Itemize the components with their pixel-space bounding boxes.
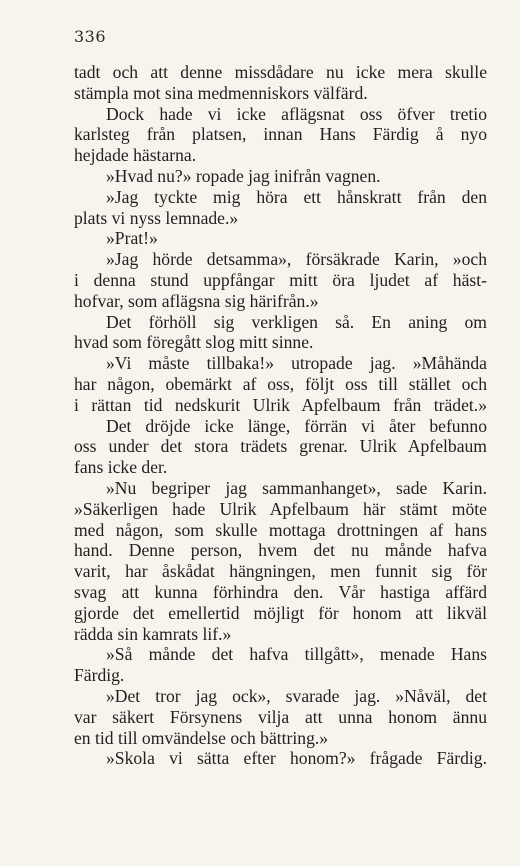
page-number: 336	[74, 27, 107, 46]
text-line: svag att kunna förhindra den. Vår hastiga affärd	[74, 581, 487, 602]
text-line: varit, har åskådat hängningen, men funnit sig för	[74, 561, 487, 582]
text-line: stämpla mot sina medmenniskors välfärd.	[74, 82, 368, 103]
text-line: tadt och att denne missdådare nu icke mera skulle	[74, 62, 487, 82]
text-line: i rättan tid nedskurit Ulrik Apfelbaum från trädet.»	[74, 394, 487, 415]
text-line: »Säkerligen hade Ulrik Apfelbaum här stämt möte	[74, 498, 487, 519]
text-line: fans icke der.	[74, 457, 168, 478]
text-line: gjorde det emellertid möjligt för honom att likväl	[74, 602, 487, 623]
text-line: Dock hade vi icke aflägsnat oss öfver tretio	[106, 103, 487, 124]
text-line: »Jag tyckte mig höra ett hånskratt från den	[106, 186, 487, 207]
text-line: en tid till omvändelse och bättring.»	[74, 727, 329, 748]
text-line: »Vi måste tillbaka!» utropade jag. »Måhända	[106, 353, 487, 374]
text-line: »Nu begriper jag sammanhanget», sade Karin.	[106, 477, 487, 498]
text-line: Det förhöll sig verkligen så. En aning om	[106, 311, 487, 332]
text-line: »Hvad nu?» ropade jag inifrån vagnen.	[106, 165, 381, 186]
text-line: hvad som föregått slog mitt sinne.	[74, 332, 314, 353]
text-line: »Skola vi sätta efter honom?» frågade Färdig.	[106, 748, 487, 769]
text-line: hejdade hästarna.	[74, 145, 197, 166]
text-line: »Det tror jag ock», svarade jag. »Nåväl, det	[106, 685, 487, 706]
text-line: Färdig.	[74, 665, 125, 686]
text-line: i denna stund uppfångar mitt öra ljudet af häst-	[74, 269, 487, 290]
text-line: oss under det stora trädets grenar. Ulrik Apfelbaum	[74, 436, 487, 457]
text-line: »Så månde det hafva tillgått», menade Hans	[106, 644, 487, 665]
text-line: med någon, som skulle mottaga drottningen af hans	[74, 519, 487, 540]
text-line: rädda sin kamrats lif.»	[74, 623, 232, 644]
text-line: hofvar, som aflägsna sig härifrån.»	[74, 290, 319, 311]
text-line: plats vi nyss lemnade.»	[74, 207, 239, 228]
text-line: karlsteg från platsen, innan Hans Färdig å nyo	[74, 124, 487, 145]
text-line: Det dröjde icke länge, förrän vi åter befunno	[106, 415, 487, 436]
text-line: hand. Denne person, hvem det nu månde hafva	[74, 540, 487, 561]
text-line: »Jag hörde detsamma», försäkrade Karin, »och	[106, 249, 487, 270]
body-text	[74, 62, 487, 769]
text-line: »Prat!»	[106, 228, 158, 249]
text-line: var säkert Försynens vilja att unna honom ännu	[74, 706, 487, 727]
text-line: har någon, obemärkt af oss, följt oss till stället och	[74, 373, 487, 394]
